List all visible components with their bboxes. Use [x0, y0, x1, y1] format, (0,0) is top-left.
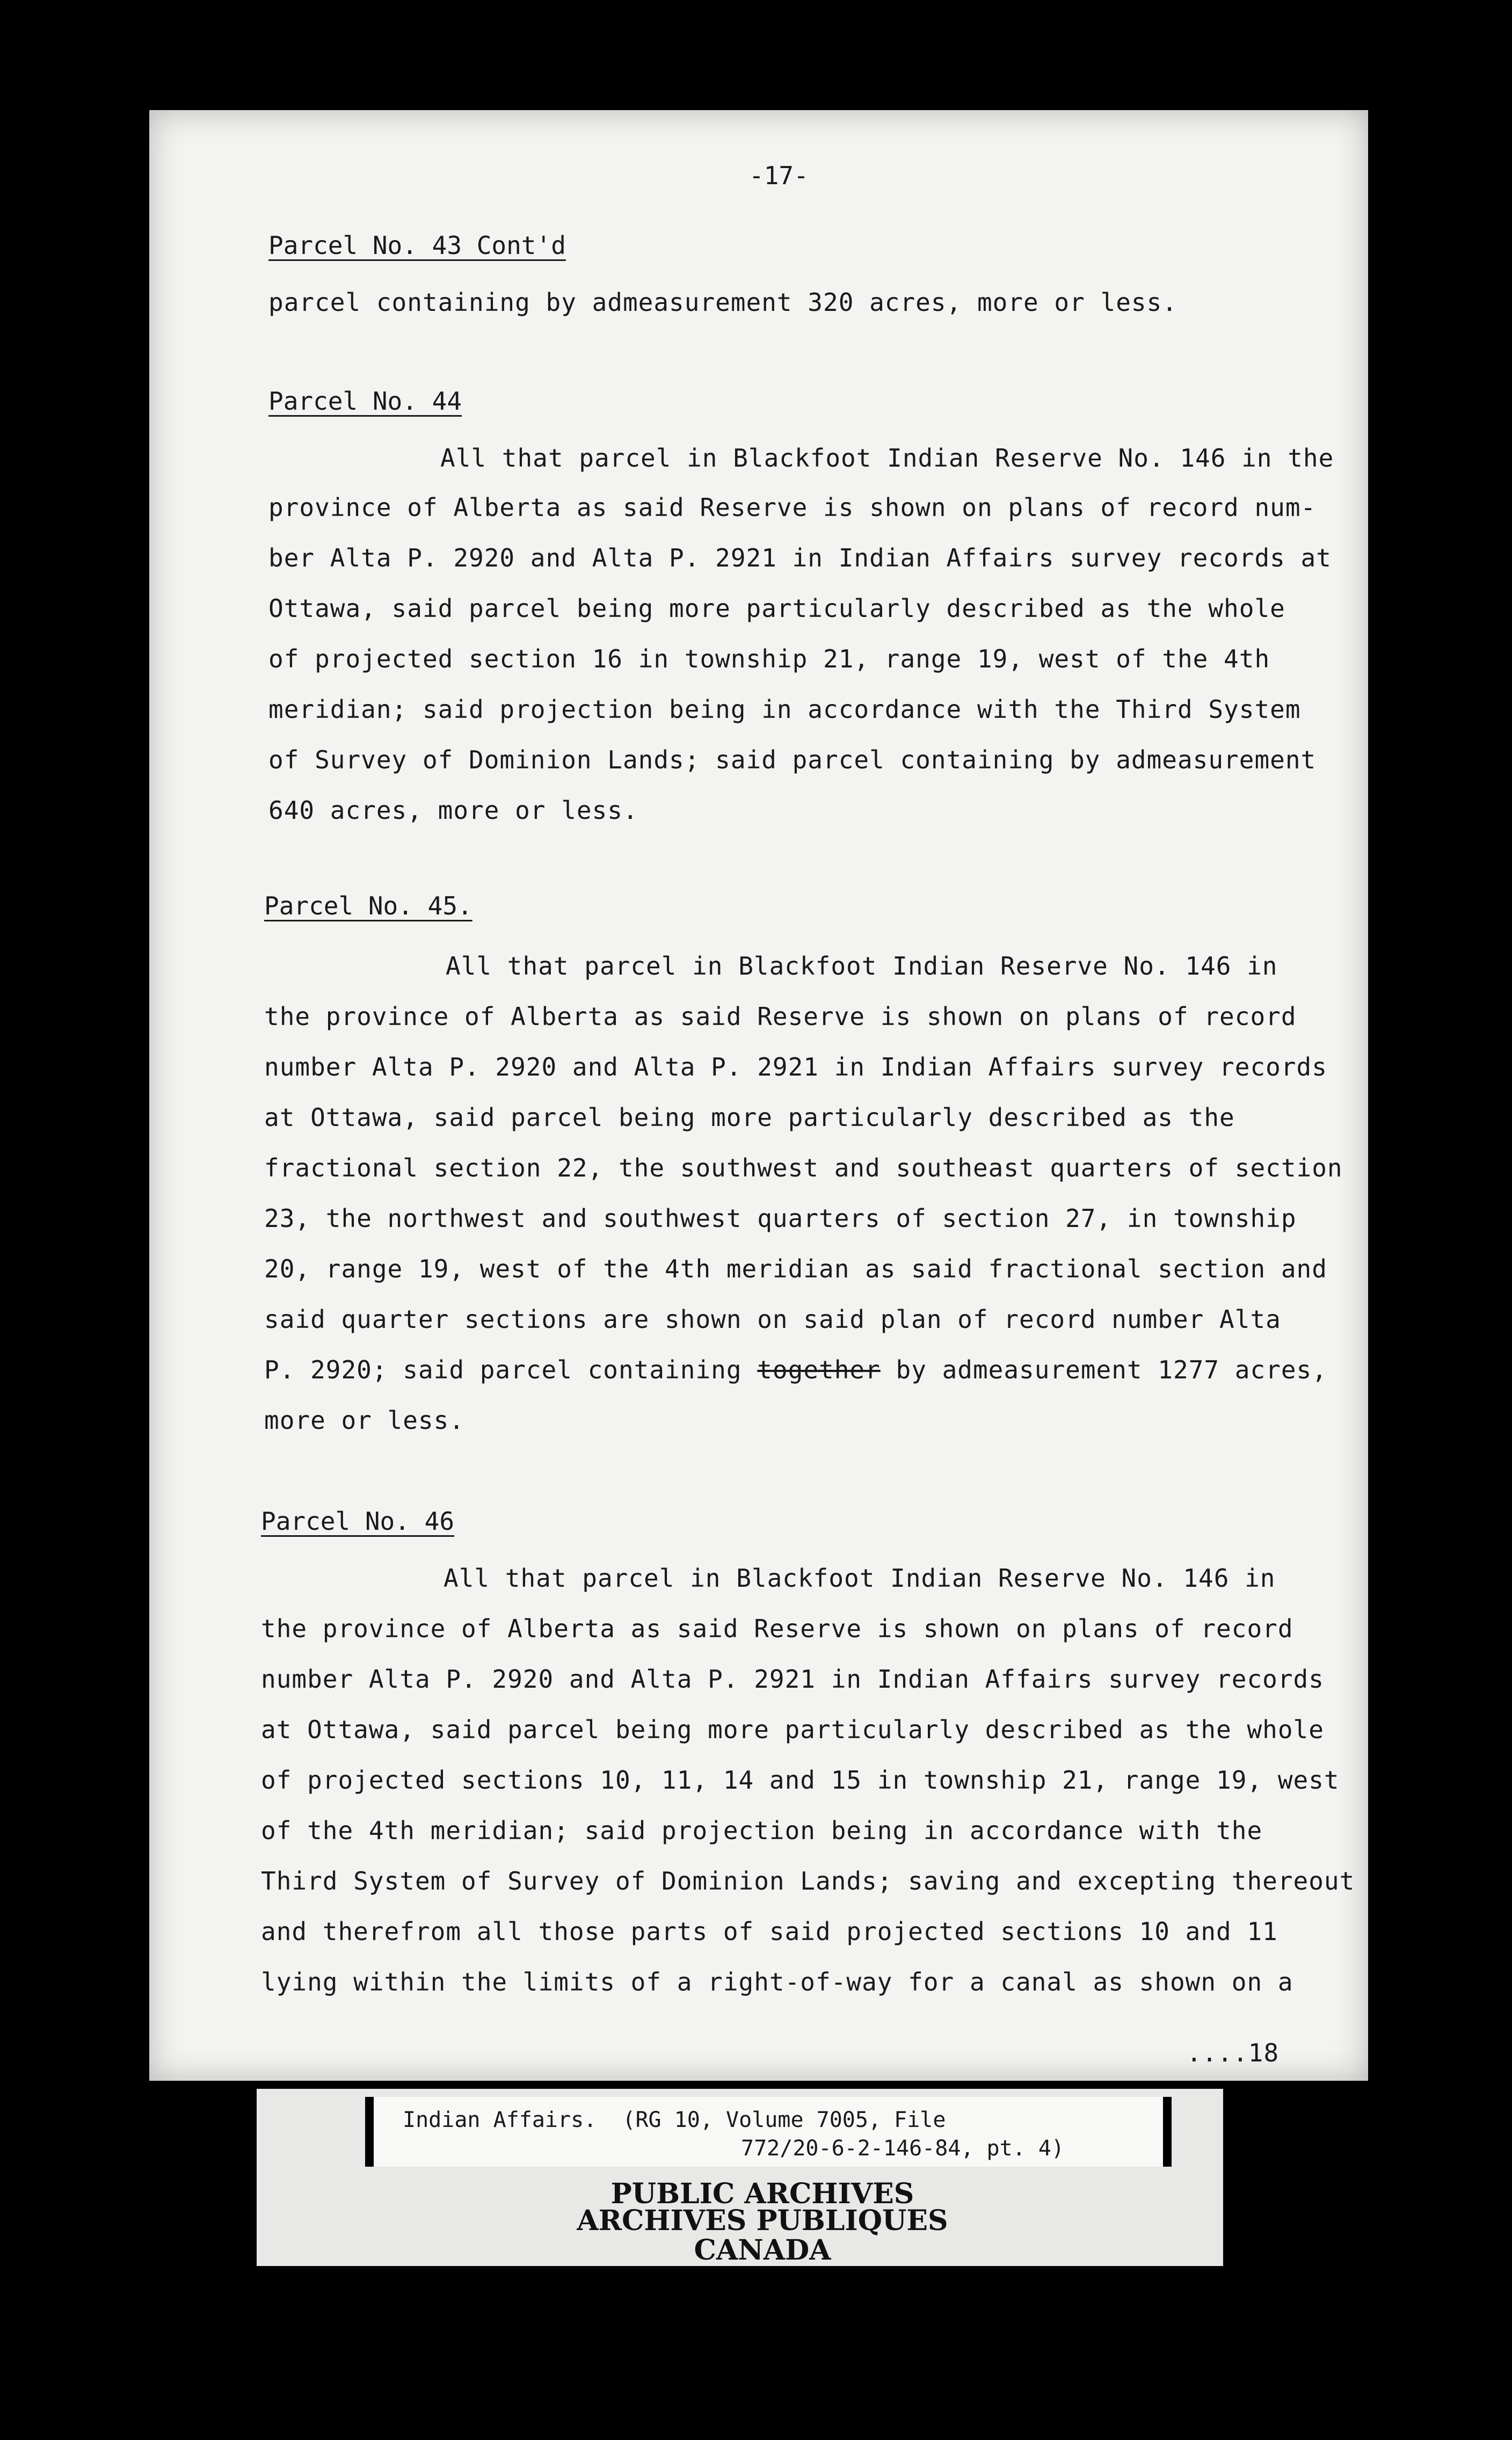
parcel-46-line: lying within the limits of a right-of-way for a canal as shown on a — [261, 1967, 1293, 1996]
parcel-46-line: and therefrom all those parts of said projected sections 10 and 11 — [261, 1917, 1278, 1946]
parcel-45-line: 23, the northwest and southwest quarters of section 27, in township — [264, 1204, 1297, 1233]
archives-stamp-line-2: ARCHIVES PUBLIQUES — [577, 2204, 948, 2237]
parcel-46-line: number Alta P. 2920 and Alta P. 2921 in Indian Affairs survey records — [261, 1665, 1324, 1694]
parcel-46-line: at Ottawa, said parcel being more particularly described as the whole — [261, 1715, 1324, 1744]
parcel-44-line: meridian; said projection being in accordance with the Third System — [268, 695, 1301, 724]
parcel-43-line: parcel containing by admeasurement 320 acres, more or less. — [268, 288, 1177, 317]
parcel-46-line: Third System of Survey of Dominion Lands; saving and excepting thereout — [261, 1867, 1355, 1896]
parcel-45-line-tail: by admeasurement 1277 acres, — [896, 1355, 1327, 1384]
parcel-45-line: the province of Alberta as said Reserve is shown on plans of record — [264, 1002, 1297, 1031]
parcel-44-line: of projected section 16 in township 21, range 19, west of the 4th — [268, 644, 1270, 673]
parcel-46-line: of the 4th meridian; said projection being in accordance with the — [261, 1816, 1263, 1845]
parcel-46-line: of projected sections 10, 11, 14 and 15 in township 21, range 19, west — [261, 1766, 1340, 1795]
parcel-46-heading: Parcel No. 46 — [261, 1507, 455, 1536]
archives-stamp-line-1: PUBLIC ARCHIVES — [610, 2177, 914, 2210]
parcel-45-line: 20, range 19, west of the 4th meridian as said fractional section and — [264, 1254, 1327, 1283]
page-number: -17- — [749, 161, 809, 190]
parcel-44-heading: Parcel No. 44 — [268, 387, 462, 416]
parcel-44-line: All that parcel in Blackfoot Indian Reserve No. 146 in the — [440, 444, 1334, 473]
parcel-45-heading: Parcel No. 45. — [264, 891, 473, 920]
parcel-44-line: 640 acres, more or less. — [268, 796, 638, 825]
parcel-44-line: ber Alta P. 2920 and Alta P. 2921 in Indian Affairs survey records at — [268, 543, 1332, 572]
parcel-44-line: Ottawa, said parcel being more particularly described as the whole — [268, 594, 1285, 623]
parcel-45-line: fractional section 22, the southwest and southeast quarters of section — [264, 1153, 1343, 1182]
parcel-45-line: more or less. — [264, 1406, 465, 1435]
continuation-marker: ....18 — [1187, 2038, 1280, 2067]
parcel-44-line: of Survey of Dominion Lands; said parcel containing by admeasurement — [268, 745, 1317, 774]
struck-word: together — [757, 1355, 881, 1384]
parcel-45-line: All that parcel in Blackfoot Indian Reserve No. 146 in — [446, 952, 1278, 981]
film-border — [0, 2298, 1512, 2440]
citation-line-2: 772/20-6-2-146-84, pt. 4) — [741, 2136, 1065, 2161]
parcel-46-line: the province of Alberta as said Reserve is shown on plans of record — [261, 1614, 1293, 1643]
parcel-45-line: said quarter sections are shown on said plan of record number Alta — [264, 1305, 1281, 1334]
citation-line-1: Indian Affairs. (RG 10, Volume 7005, File — [403, 2108, 946, 2132]
parcel-45-line-head: P. 2920; said parcel containing — [264, 1355, 742, 1384]
parcel-45-line — [264, 1357, 1327, 1382]
parcel-45-line: at Ottawa, said parcel being more particularly described as the — [264, 1103, 1235, 1132]
parcel-43-heading: Parcel No. 43 Cont'd — [268, 231, 566, 260]
archives-stamp-line-3: CANADA — [694, 2234, 831, 2267]
parcel-45-line: number Alta P. 2920 and Alta P. 2921 in Indian Affairs survey records — [264, 1052, 1327, 1081]
parcel-46-line: All that parcel in Blackfoot Indian Reserve No. 146 in — [444, 1564, 1276, 1593]
parcel-44-line: province of Alberta as said Reserve is shown on plans of record num- — [268, 493, 1317, 522]
